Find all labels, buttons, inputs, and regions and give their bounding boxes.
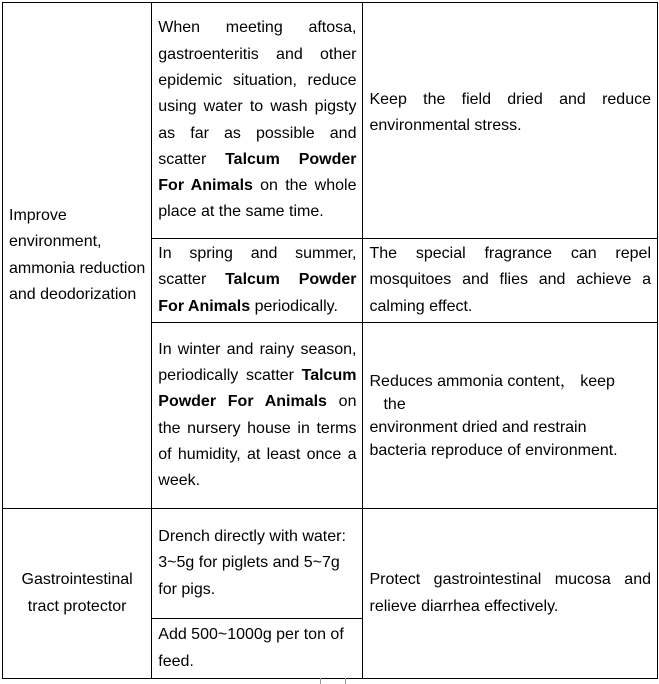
- usage-text: When meeting aftosa, gastroenteritis and other epidemic situation, reduce using water to wash pigsty as far as possible and scatter: [158, 19, 357, 168]
- product-name: Talcum Powder For Animals: [158, 366, 357, 411]
- table-row: [3, 3, 658, 239]
- usage-cell: Add 500~1000g per ton of feed.: [152, 619, 363, 679]
- category-cell: Improve environment, ammonia reduction and deodorization: [3, 3, 152, 509]
- usage-text: on the nursery house in terms of humidity, at least once a week.: [158, 393, 357, 490]
- effect-cell: The special fragrance can repel mosquitoes and flies and achieve a calming effect.: [363, 239, 658, 323]
- product-name: Talcum Powder For Animals: [158, 271, 357, 315]
- usage-cell: [152, 323, 363, 509]
- effect-line: Reduces ammonia content， keep: [369, 372, 615, 390]
- effect-cell: [363, 323, 658, 509]
- usage-table: [2, 2, 658, 679]
- product-name: Talcum Powder For Animals: [158, 150, 357, 195]
- usage-cell: Drench directly with water: 3~5g for piglets and 5~7g for pigs.: [152, 509, 363, 619]
- usage-text: on the whole place at the same time.: [158, 177, 357, 221]
- usage-cell: [152, 3, 363, 239]
- usage-text: In spring and summer, scatter: [158, 245, 357, 289]
- effect-line: the: [383, 395, 406, 413]
- table-row: [3, 509, 658, 619]
- effect-cell: Protect gastrointestinal mucosa and relieve diarrhea effectively.: [363, 509, 658, 679]
- category-cell: Gastrointestinal tract protector: [3, 509, 152, 679]
- usage-text: periodically.: [250, 297, 338, 315]
- usage-cell: [152, 239, 363, 323]
- effect-line: environment dried and restrain: [369, 418, 587, 436]
- effect-cell: Keep the field dried and reduce environmental stress.: [363, 3, 658, 239]
- effect-line: bacteria reproduce of environment.: [369, 441, 618, 459]
- table-edge-mark: [320, 678, 346, 684]
- usage-text: In winter and rainy season, periodically scatter: [158, 340, 357, 384]
